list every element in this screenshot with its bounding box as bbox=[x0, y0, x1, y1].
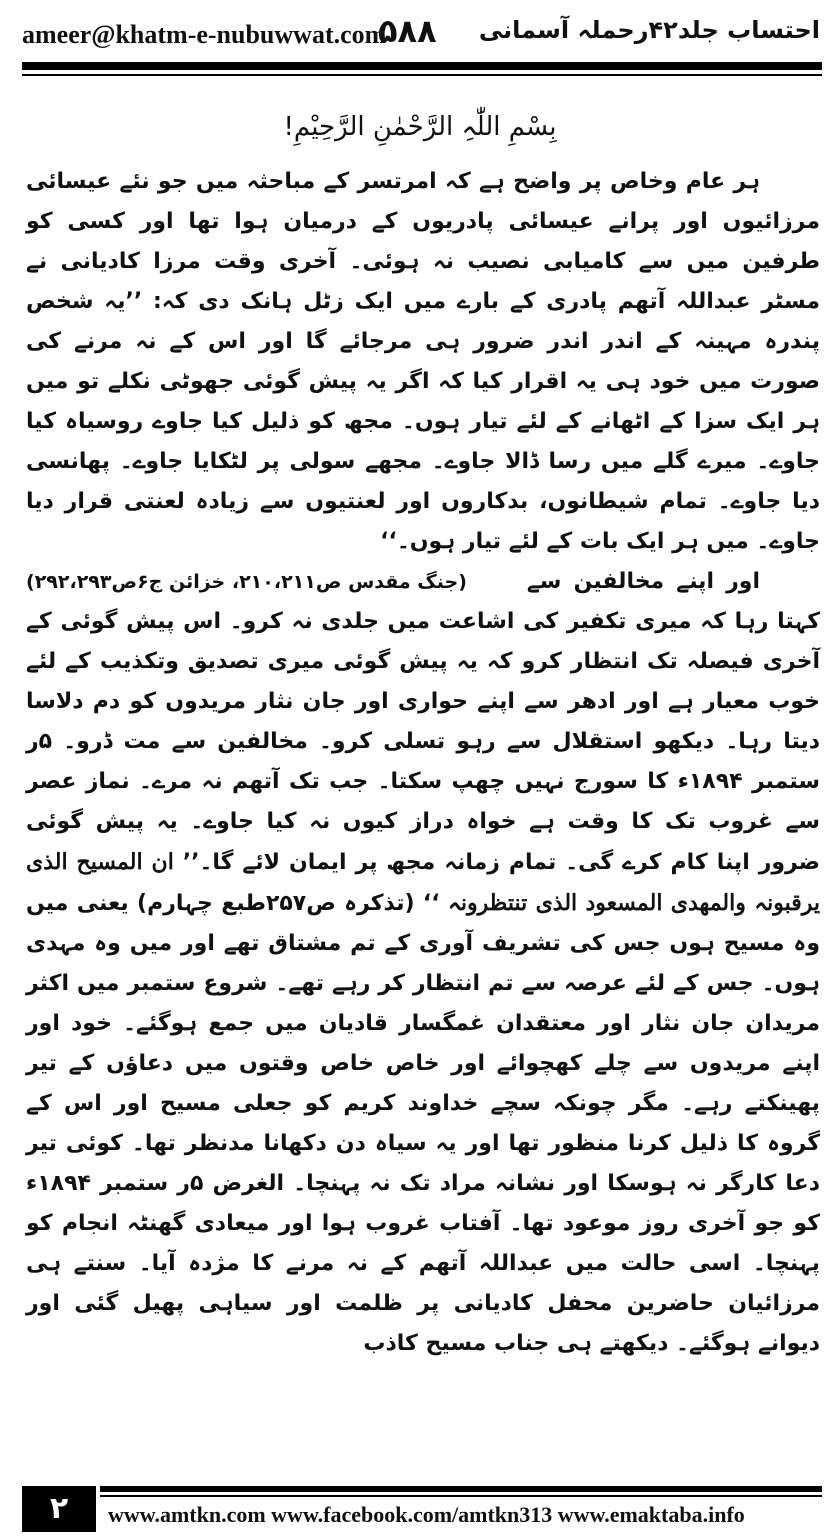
footer-page-number: ۲ bbox=[22, 1486, 96, 1532]
header-thin-rule bbox=[22, 74, 822, 76]
page-footer bbox=[0, 1482, 840, 1540]
page-header bbox=[0, 0, 840, 62]
arabic-quote: ان المسیح الذی یرقبونہ والمھدی المسعود الذی تنتظرونہ bbox=[26, 849, 820, 916]
article-body bbox=[26, 162, 820, 1364]
footer-thin-rule bbox=[100, 1495, 822, 1497]
header-thick-rule bbox=[22, 62, 822, 70]
bismillah-heading: بِسْمِ اللّٰہِ الرَّحْمٰنِ الرَّحِیْمِ! bbox=[283, 112, 557, 142]
paragraph-1-text: ہر عام وخاص پر واضح ہے کہ امرتسر کے مباحثہ میں جو نئے عیسائی مرزائیوں اور پرانے عیسائی پادریوں کے درمیان ہوا تھا اور کسی کو طرفین میں سے کامیابی نصیب نہ ہوئی۔ آخری وقت مرزا کادیانی نے مسٹر عبداللہ آتھم پادری کے بارے میں ایک زٹل ہانک دی کہ: ’’یہ شخص پندرہ مہینہ کے اندر اندر ضرور ہی مرجائے گا اور اس کے نہ مرنے کی صورت میں خود ہی یہ اقرار کیا کہ اگر یہ پیش گوئی جھوٹی نکلے تو میں ہر ایک سزا کے اٹھانے کے لئے تیار ہوں۔ مجھ کو ذلیل کیا جاوے روسیاہ کیا جاوے۔ میرے گلے میں رسا ڈالا جاوے۔ مجھے سولی پر لٹکایا جاوے۔ پھانسی دیا جاوے۔ تمام شیطانوں، بدکاروں اور لعنتیوں سے زیادہ لعنتی قرار دیا جاوے۔ میں ہر ایک بات کے لئے تیار ہوں۔‘‘ bbox=[26, 169, 820, 554]
email-address: ameer@khatm-e-nubuwwat.com bbox=[22, 20, 387, 49]
paragraph-2-text-pre: اور اپنے مخالفین سے کہتا رہا کہ میری تکفیر کی اشاعت میں جلدی نہ کرو۔ اس پیش گوئی کے آخری فیصلہ تک انتظار کرو کہ یہ پیش گوئی میری تصدیق وتکذیب کے لئے خوب معیار ہے اور ادھر سے اپنے حواری اور جان نثار مریدوں کو دم دلاسا دیتا رہا۔ دیکھو استقلال سے رہو تسلی کرو۔ مخالفین سے مت ڈرو۔ ۵ر ستمبر ۱۸۹۴ء کا سورج نہیں چھپ سکتا۔ جب تک آتھم نہ مرے۔ نماز عصر سے غروب تک کا وقت ہے خواہ دراز کیوں نہ کیا جاوے۔ یہ پیش گوئی ضرور اپنا کام کرے گی۔ تمام زمانہ مجھ پر ایمان لائے گا۔’’ bbox=[26, 569, 820, 875]
paragraph-2-text-post: ‘‘ (تذکرہ ص۲۵۷طبع چہارم) یعنی میں وہ مسیح ہوں جس کی تشریف آوری کے تم مشتاق تھے اور میں وہ مہدی ہوں۔ جس کے لئے عرصہ سے تم انتظار کر رہے تھے۔ شروع ستمبر میں اکثر مریدان جان نثار اور معتقدان غمگسار قادیان میں جمع ہوگئے۔ خود اور اپنے مریدوں سے چلے کھچوائے اور خاص خاص وقتوں میں دعاؤں کے تیر پھینکتے رہے۔ مگر چونکہ سچے خداوند کریم کو جعلی مسیح اور اس کے گروہ کا ذلیل کرنا منظور تھا اور یہ سیاہ دن دکھانا مدنظر تھا۔ کوئی تیر دعا کارگر نہ ہوسکا اور نشانہ مراد تک نہ پہنچا۔ الغرض ۵ر ستمبر ۱۸۹۴ء کو جو آخری روز موعود تھا۔ آفتاب غروب ہوا اور میعادی گھنٹہ انجام کو پہنچا۔ اسی حالت میں عبداللہ آتھم کے نہ مرنے کا مژدہ آیا۔ سنتے ہی مرزائیان حاضرین محفل کادیانی پر ظلمت اور سیاہی پھیل گئی اور دیوانے ہوگئے۔ دیکھتے ہی جناب مسیح کاذب bbox=[26, 891, 820, 1356]
paragraph-1 bbox=[26, 162, 820, 593]
citation-reference: (جنگ مقدس ص۲۱۰،۲۱۱، خزائن ج۶ص۲۹۲،۲۹۳) bbox=[26, 571, 467, 593]
footer-urls: www.amtkn.com www.facebook.com/amtkn313 www.emaktaba.info bbox=[108, 1502, 745, 1527]
paragraph-2 bbox=[26, 562, 820, 1364]
series-title: احتساب جلد۴۲رحملہ آسمانی bbox=[478, 16, 820, 44]
page-number: ۵۸۸ bbox=[378, 12, 437, 50]
footer-thick-rule bbox=[100, 1486, 822, 1492]
